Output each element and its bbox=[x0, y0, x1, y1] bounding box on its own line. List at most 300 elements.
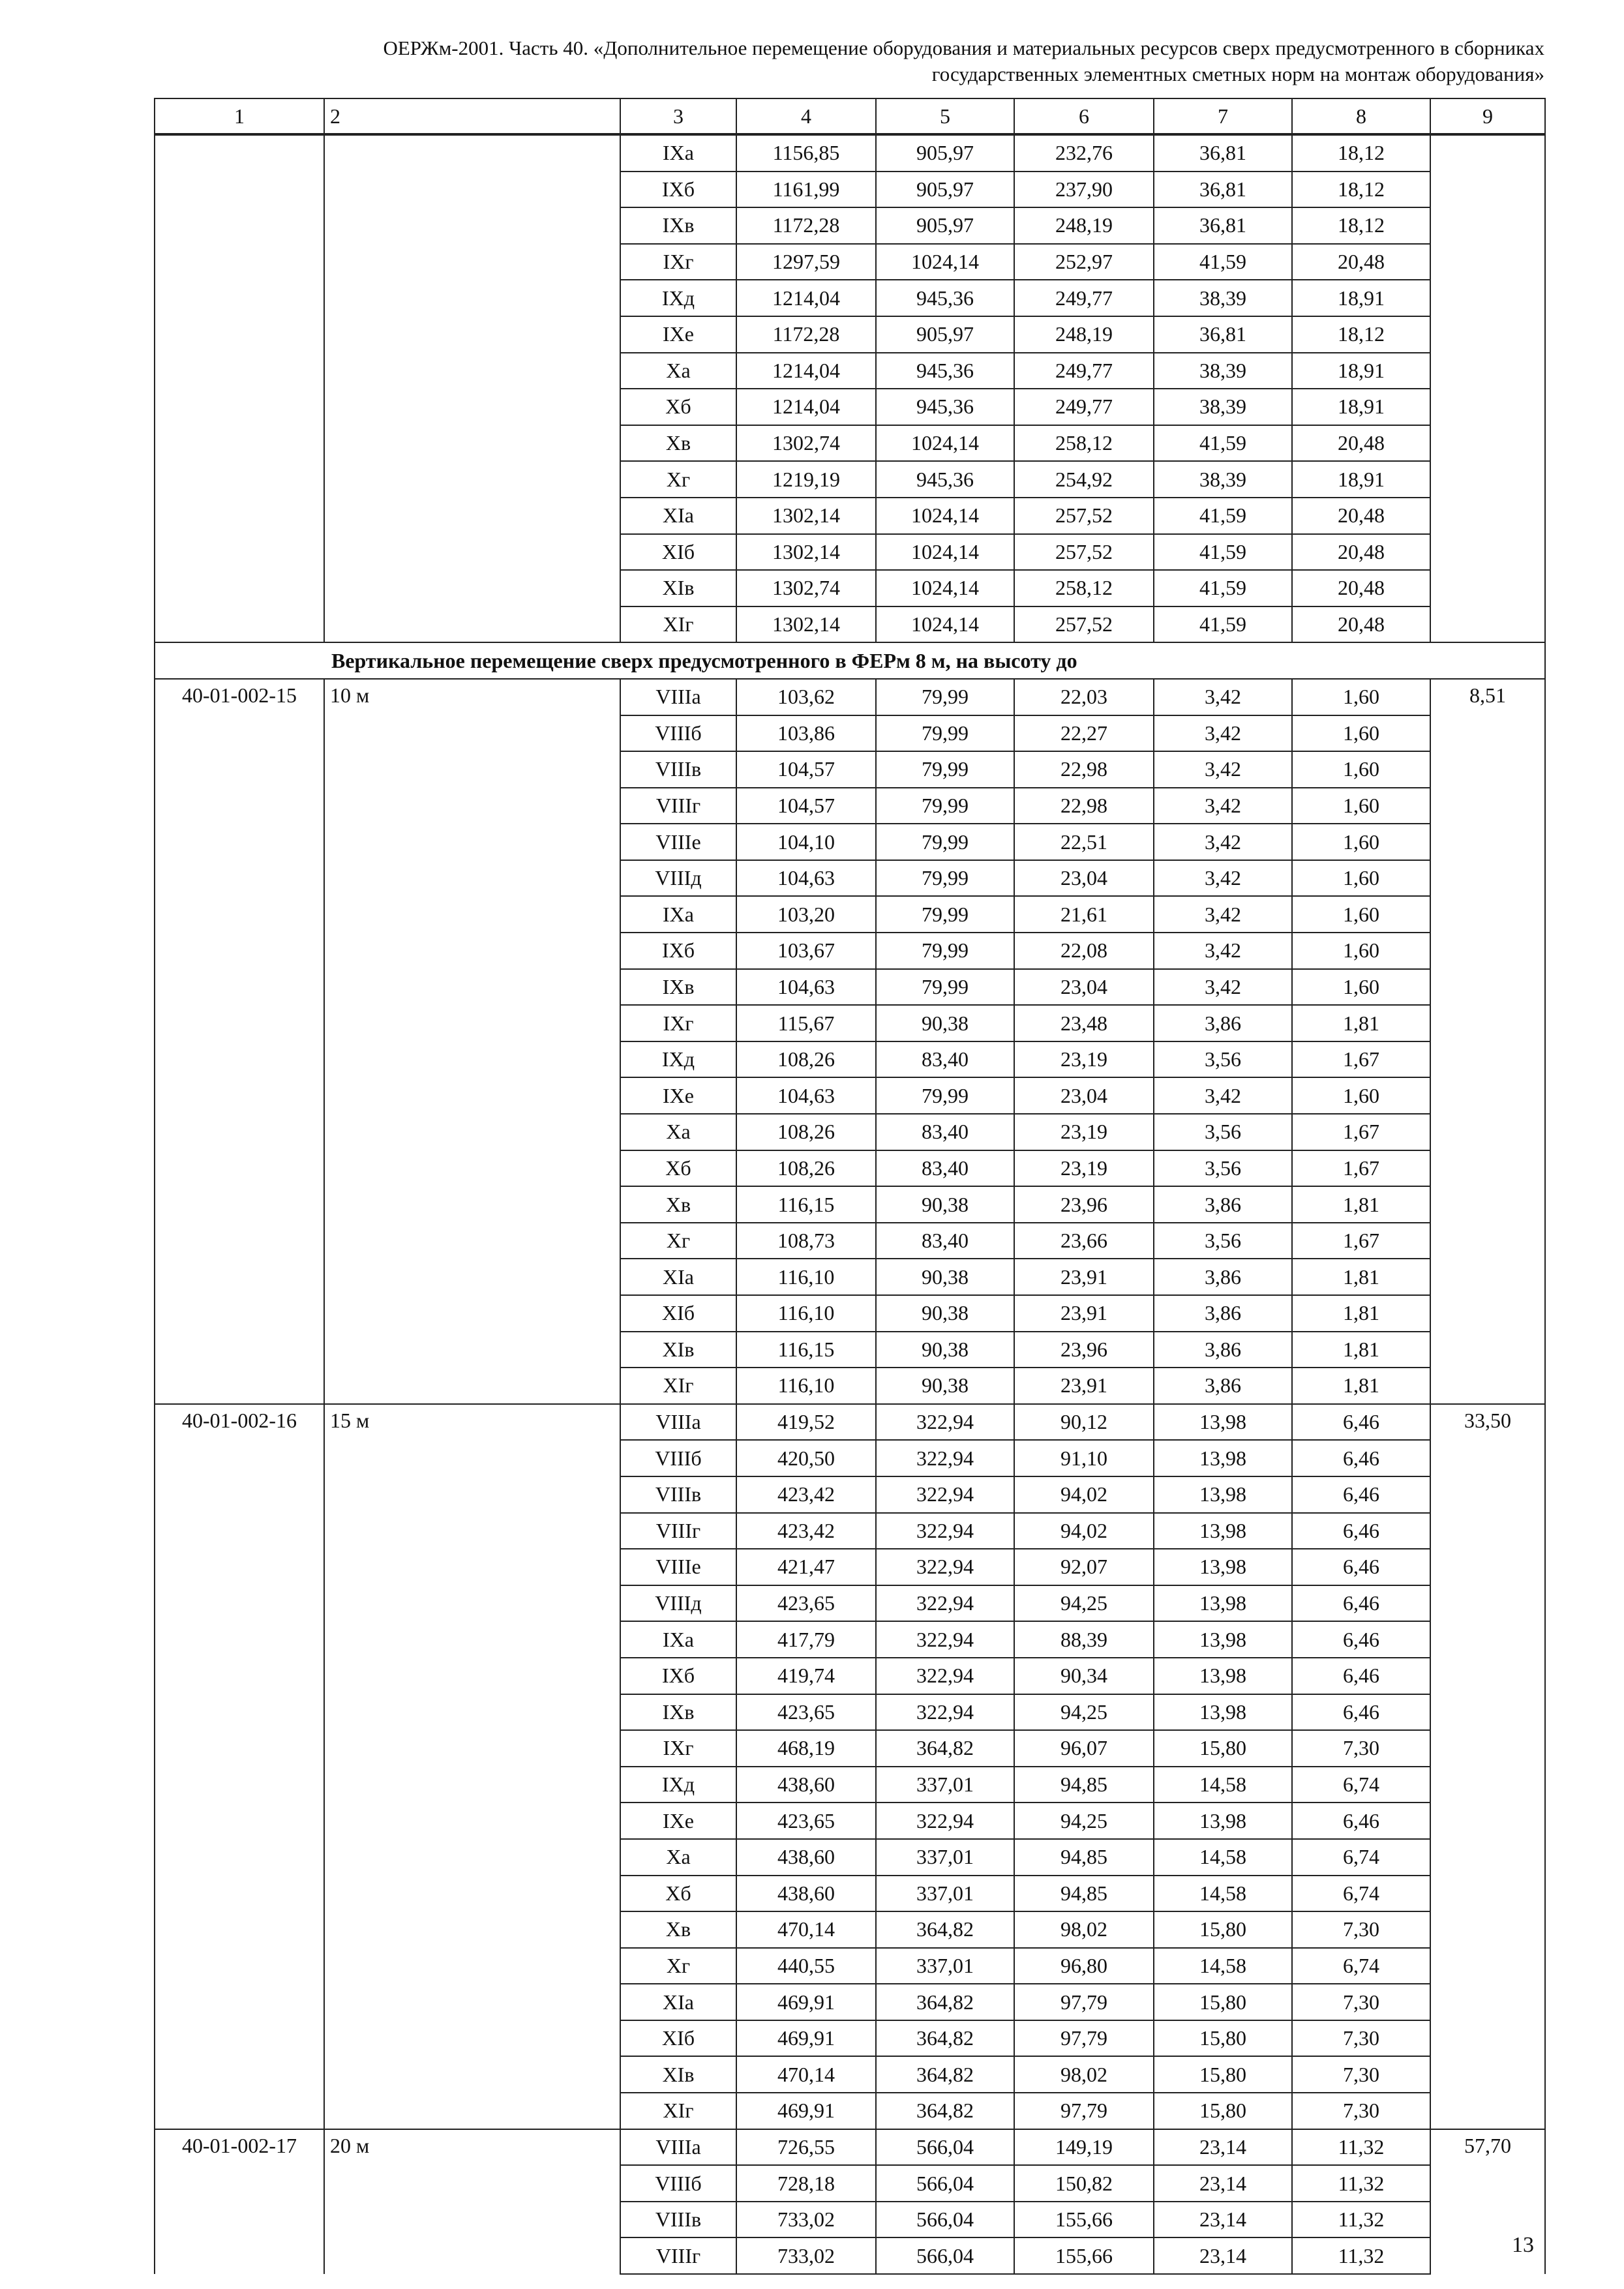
name-cell bbox=[324, 134, 620, 642]
rate-name: 10 м bbox=[324, 679, 620, 1404]
value-cell: 94,25 bbox=[1014, 1803, 1154, 1839]
value-cell: VIIIе bbox=[620, 824, 736, 860]
value-cell: 3,42 bbox=[1154, 1077, 1292, 1114]
value-cell: 13,98 bbox=[1154, 1694, 1292, 1731]
value-cell: 21,61 bbox=[1014, 896, 1154, 933]
value-cell: 7,30 bbox=[1292, 1911, 1430, 1948]
rate-code: 40-01-002-17 bbox=[155, 2129, 324, 2274]
value-cell: IXб bbox=[620, 172, 736, 208]
value-cell: 1,67 bbox=[1292, 1223, 1430, 1259]
value-cell: IXг bbox=[620, 1730, 736, 1767]
value-cell: 36,81 bbox=[1154, 316, 1292, 353]
header-line-2: государственных элементных сметных норм на монтаж оборудования» bbox=[931, 63, 1544, 85]
table-row bbox=[155, 134, 1545, 172]
value-cell: 22,98 bbox=[1014, 788, 1154, 824]
value-cell: 1297,59 bbox=[736, 244, 876, 280]
column-number-7: 7 bbox=[1154, 98, 1292, 134]
value-cell: XIб bbox=[620, 2020, 736, 2057]
col9-cell bbox=[1430, 134, 1545, 642]
value-cell: 322,94 bbox=[876, 1513, 1014, 1549]
value-cell: 96,07 bbox=[1014, 1730, 1154, 1767]
value-cell: 1024,14 bbox=[876, 606, 1014, 643]
value-cell: 322,94 bbox=[876, 1694, 1014, 1731]
value-cell: 232,76 bbox=[1014, 134, 1154, 172]
value-cell: 20,48 bbox=[1292, 570, 1430, 606]
value-cell: 15,80 bbox=[1154, 1911, 1292, 1948]
value-cell: 90,38 bbox=[876, 1332, 1014, 1368]
value-cell: 149,19 bbox=[1014, 2129, 1154, 2166]
section-title: Вертикальное перемещение сверх предусмотренного в ФЕРм 8 м, на высоту до bbox=[155, 642, 1545, 679]
value-cell: IXв bbox=[620, 207, 736, 244]
value-cell: 6,46 bbox=[1292, 1513, 1430, 1549]
value-cell: Xа bbox=[620, 353, 736, 389]
value-cell: 258,12 bbox=[1014, 425, 1154, 462]
value-cell: VIIIд bbox=[620, 860, 736, 897]
value-cell: 1024,14 bbox=[876, 425, 1014, 462]
value-cell: 1302,74 bbox=[736, 570, 876, 606]
rate-name: 15 м bbox=[324, 1404, 620, 2129]
value-cell: 1302,74 bbox=[736, 425, 876, 462]
value-cell: 94,25 bbox=[1014, 1694, 1154, 1731]
section-row bbox=[155, 642, 1545, 679]
value-cell: 3,42 bbox=[1154, 751, 1292, 788]
value-cell: 18,12 bbox=[1292, 172, 1430, 208]
value-cell: 1,60 bbox=[1292, 969, 1430, 1006]
value-cell: 23,04 bbox=[1014, 969, 1154, 1006]
value-cell: VIIIв bbox=[620, 751, 736, 788]
value-cell: 322,94 bbox=[876, 1476, 1014, 1513]
value-cell: 116,15 bbox=[736, 1186, 876, 1223]
value-cell: IXа bbox=[620, 896, 736, 933]
value-cell: 108,26 bbox=[736, 1114, 876, 1150]
value-cell: 364,82 bbox=[876, 2056, 1014, 2093]
value-cell: 79,99 bbox=[876, 679, 1014, 715]
value-cell: Xа bbox=[620, 1114, 736, 1150]
value-cell: 7,30 bbox=[1292, 2020, 1430, 2057]
value-cell: 13,98 bbox=[1154, 1585, 1292, 1622]
value-cell: 438,60 bbox=[736, 1767, 876, 1803]
value-cell: 1,67 bbox=[1292, 1041, 1430, 1078]
value-cell: 364,82 bbox=[876, 2020, 1014, 2057]
value-cell: VIIIа bbox=[620, 2129, 736, 2166]
value-cell: Xв bbox=[620, 425, 736, 462]
value-cell: IXе bbox=[620, 1077, 736, 1114]
value-cell: 3,86 bbox=[1154, 1259, 1292, 1295]
column-number-5: 5 bbox=[876, 98, 1014, 134]
value-cell: 3,42 bbox=[1154, 860, 1292, 897]
value-cell: 155,66 bbox=[1014, 2202, 1154, 2238]
value-cell: 90,38 bbox=[876, 1368, 1014, 1404]
value-cell: 116,10 bbox=[736, 1259, 876, 1295]
value-cell: 104,57 bbox=[736, 751, 876, 788]
value-cell: 23,04 bbox=[1014, 1077, 1154, 1114]
value-cell: 90,12 bbox=[1014, 1404, 1154, 1441]
value-cell: IXг bbox=[620, 1005, 736, 1041]
value-cell: 108,73 bbox=[736, 1223, 876, 1259]
value-cell: 6,46 bbox=[1292, 1440, 1430, 1476]
value-cell: 15,80 bbox=[1154, 1984, 1292, 2020]
value-cell: 322,94 bbox=[876, 1585, 1014, 1622]
value-cell: 419,52 bbox=[736, 1404, 876, 1441]
value-cell: 417,79 bbox=[736, 1621, 876, 1658]
value-cell: 13,98 bbox=[1154, 1803, 1292, 1839]
value-cell: 15,80 bbox=[1154, 2020, 1292, 2057]
value-cell: 41,59 bbox=[1154, 534, 1292, 571]
value-cell: 3,42 bbox=[1154, 679, 1292, 715]
value-cell: 423,42 bbox=[736, 1476, 876, 1513]
value-cell: 726,55 bbox=[736, 2129, 876, 2166]
value-cell: 83,40 bbox=[876, 1114, 1014, 1150]
value-cell: 20,48 bbox=[1292, 244, 1430, 280]
header-line-1: ОЕРЖм-2001. Часть 40. «Дополнительное перемещение оборудования и материальных ресурсов сверх предусмотренного в сборниках bbox=[383, 37, 1544, 59]
value-cell: 3,56 bbox=[1154, 1114, 1292, 1150]
value-cell: 470,14 bbox=[736, 2056, 876, 2093]
value-cell: 945,36 bbox=[876, 389, 1014, 425]
value-cell: 23,91 bbox=[1014, 1295, 1154, 1332]
value-cell: 18,12 bbox=[1292, 134, 1430, 172]
value-cell: 18,12 bbox=[1292, 207, 1430, 244]
value-cell: 14,58 bbox=[1154, 1767, 1292, 1803]
value-cell: XIа bbox=[620, 1259, 736, 1295]
value-cell: 254,92 bbox=[1014, 461, 1154, 498]
value-cell: 36,81 bbox=[1154, 172, 1292, 208]
value-cell: 249,77 bbox=[1014, 389, 1154, 425]
column-number-1: 1 bbox=[155, 98, 324, 134]
value-cell: 104,63 bbox=[736, 860, 876, 897]
value-cell: 421,47 bbox=[736, 1549, 876, 1585]
value-cell: 423,65 bbox=[736, 1585, 876, 1622]
value-cell: 249,77 bbox=[1014, 353, 1154, 389]
value-cell: 13,98 bbox=[1154, 1404, 1292, 1441]
value-cell: 337,01 bbox=[876, 1948, 1014, 1984]
value-cell: IXд bbox=[620, 1767, 736, 1803]
value-cell: IXе bbox=[620, 316, 736, 353]
value-cell: 23,96 bbox=[1014, 1332, 1154, 1368]
value-cell: 22,98 bbox=[1014, 751, 1154, 788]
value-cell: 83,40 bbox=[876, 1150, 1014, 1187]
value-cell: 3,86 bbox=[1154, 1332, 1292, 1368]
value-cell: 733,02 bbox=[736, 2202, 876, 2238]
value-cell: 905,97 bbox=[876, 134, 1014, 172]
value-cell: 905,97 bbox=[876, 316, 1014, 353]
value-cell: 469,91 bbox=[736, 2093, 876, 2129]
value-cell: 20,48 bbox=[1292, 534, 1430, 571]
value-cell: 20,48 bbox=[1292, 498, 1430, 534]
value-cell: 1,81 bbox=[1292, 1186, 1430, 1223]
value-cell: 92,07 bbox=[1014, 1549, 1154, 1585]
value-cell: 11,32 bbox=[1292, 2237, 1430, 2274]
rates-table-container bbox=[154, 98, 1544, 2275]
value-cell: 38,39 bbox=[1154, 280, 1292, 316]
value-cell: 155,66 bbox=[1014, 2237, 1154, 2274]
table-body bbox=[155, 98, 1545, 2274]
value-cell: 116,10 bbox=[736, 1368, 876, 1404]
value-cell: 945,36 bbox=[876, 280, 1014, 316]
value-cell: Xб bbox=[620, 1150, 736, 1187]
value-cell: 322,94 bbox=[876, 1803, 1014, 1839]
column-number-row bbox=[155, 98, 1545, 134]
value-cell: 1,81 bbox=[1292, 1368, 1430, 1404]
value-cell: 96,80 bbox=[1014, 1948, 1154, 1984]
value-cell: Xв bbox=[620, 1911, 736, 1948]
value-cell: 23,91 bbox=[1014, 1368, 1154, 1404]
page-header bbox=[154, 35, 1544, 87]
value-cell: 23,14 bbox=[1154, 2237, 1292, 2274]
value-cell: 15,80 bbox=[1154, 1730, 1292, 1767]
value-cell: 94,02 bbox=[1014, 1513, 1154, 1549]
value-cell: 1214,04 bbox=[736, 389, 876, 425]
value-cell: 23,48 bbox=[1014, 1005, 1154, 1041]
value-cell: 36,81 bbox=[1154, 207, 1292, 244]
value-cell: 1219,19 bbox=[736, 461, 876, 498]
value-cell: IXа bbox=[620, 1621, 736, 1658]
value-cell: Xг bbox=[620, 1223, 736, 1259]
value-cell: 419,74 bbox=[736, 1658, 876, 1694]
value-cell: 79,99 bbox=[876, 860, 1014, 897]
value-cell: 1,60 bbox=[1292, 788, 1430, 824]
value-cell: 468,19 bbox=[736, 1730, 876, 1767]
value-cell: 79,99 bbox=[876, 715, 1014, 752]
value-cell: 38,39 bbox=[1154, 353, 1292, 389]
value-cell: 364,82 bbox=[876, 1730, 1014, 1767]
value-cell: IXа bbox=[620, 134, 736, 172]
value-cell: 6,46 bbox=[1292, 1404, 1430, 1441]
rate-code: 40-01-002-15 bbox=[155, 679, 324, 1404]
value-cell: XIв bbox=[620, 1332, 736, 1368]
value-cell: VIIIг bbox=[620, 2237, 736, 2274]
value-cell: IXг bbox=[620, 244, 736, 280]
value-cell: VIIIд bbox=[620, 1585, 736, 1622]
value-cell: 6,46 bbox=[1292, 1585, 1430, 1622]
value-cell: 1,81 bbox=[1292, 1005, 1430, 1041]
value-cell: VIIIб bbox=[620, 1440, 736, 1476]
value-cell: 364,82 bbox=[876, 1911, 1014, 1948]
value-cell: XIв bbox=[620, 570, 736, 606]
value-cell: 1024,14 bbox=[876, 534, 1014, 571]
value-cell: 1024,14 bbox=[876, 498, 1014, 534]
value-cell: 41,59 bbox=[1154, 606, 1292, 643]
value-cell: 248,19 bbox=[1014, 316, 1154, 353]
value-cell: 13,98 bbox=[1154, 1621, 1292, 1658]
value-cell: 41,59 bbox=[1154, 244, 1292, 280]
value-cell: 97,79 bbox=[1014, 2020, 1154, 2057]
column-number-9: 9 bbox=[1430, 98, 1545, 134]
value-cell: 20,48 bbox=[1292, 425, 1430, 462]
column-number-8: 8 bbox=[1292, 98, 1430, 134]
value-cell: Xа bbox=[620, 1839, 736, 1876]
value-cell: 104,63 bbox=[736, 969, 876, 1006]
value-cell: 83,40 bbox=[876, 1041, 1014, 1078]
value-cell: XIб bbox=[620, 534, 736, 571]
value-cell: 23,14 bbox=[1154, 2165, 1292, 2202]
value-cell: VIIIа bbox=[620, 1404, 736, 1441]
value-cell: 23,19 bbox=[1014, 1041, 1154, 1078]
value-cell: Xб bbox=[620, 1876, 736, 1912]
value-cell: 90,38 bbox=[876, 1005, 1014, 1041]
value-cell: 97,79 bbox=[1014, 1984, 1154, 2020]
value-cell: 438,60 bbox=[736, 1876, 876, 1912]
value-cell: 1,67 bbox=[1292, 1114, 1430, 1150]
value-cell: 14,58 bbox=[1154, 1839, 1292, 1876]
value-cell: 23,96 bbox=[1014, 1186, 1154, 1223]
value-cell: 22,27 bbox=[1014, 715, 1154, 752]
value-cell: 91,10 bbox=[1014, 1440, 1154, 1476]
value-cell: 13,98 bbox=[1154, 1549, 1292, 1585]
value-cell: 249,77 bbox=[1014, 280, 1154, 316]
value-cell: 6,74 bbox=[1292, 1839, 1430, 1876]
value-cell: XIа bbox=[620, 498, 736, 534]
value-cell: IXб bbox=[620, 1658, 736, 1694]
value-cell: 94,25 bbox=[1014, 1585, 1154, 1622]
value-cell: 733,02 bbox=[736, 2237, 876, 2274]
value-cell: 23,66 bbox=[1014, 1223, 1154, 1259]
value-cell: VIIIв bbox=[620, 2202, 736, 2238]
rate-name: 20 м bbox=[324, 2129, 620, 2274]
table-row bbox=[155, 679, 1545, 715]
value-cell: 104,57 bbox=[736, 788, 876, 824]
value-cell: 94,85 bbox=[1014, 1876, 1154, 1912]
value-cell: 1024,14 bbox=[876, 570, 1014, 606]
value-cell: IXб bbox=[620, 933, 736, 969]
value-cell: 337,01 bbox=[876, 1839, 1014, 1876]
value-cell: 1214,04 bbox=[736, 353, 876, 389]
value-cell: IXд bbox=[620, 1041, 736, 1078]
value-cell: 90,34 bbox=[1014, 1658, 1154, 1694]
value-cell: 150,82 bbox=[1014, 2165, 1154, 2202]
value-cell: 41,59 bbox=[1154, 498, 1292, 534]
value-cell: 1,60 bbox=[1292, 896, 1430, 933]
value-cell: 11,32 bbox=[1292, 2165, 1430, 2202]
value-cell: 11,32 bbox=[1292, 2202, 1430, 2238]
rate-code: 40-01-002-16 bbox=[155, 1404, 324, 2129]
value-cell: 79,99 bbox=[876, 824, 1014, 860]
value-cell: 1156,85 bbox=[736, 134, 876, 172]
value-cell: 440,55 bbox=[736, 1948, 876, 1984]
value-cell: 23,91 bbox=[1014, 1259, 1154, 1295]
value-cell: 3,56 bbox=[1154, 1150, 1292, 1187]
value-cell: 1172,28 bbox=[736, 316, 876, 353]
value-cell: 116,10 bbox=[736, 1295, 876, 1332]
value-cell: 364,82 bbox=[876, 1984, 1014, 2020]
value-cell: 322,94 bbox=[876, 1440, 1014, 1476]
table-row bbox=[155, 1404, 1545, 1441]
value-cell: 470,14 bbox=[736, 1911, 876, 1948]
value-cell: 469,91 bbox=[736, 2020, 876, 2057]
value-cell: 83,40 bbox=[876, 1223, 1014, 1259]
value-cell: 90,38 bbox=[876, 1259, 1014, 1295]
value-cell: 1,60 bbox=[1292, 1077, 1430, 1114]
value-cell: 104,10 bbox=[736, 824, 876, 860]
value-cell: 945,36 bbox=[876, 353, 1014, 389]
value-cell: 79,99 bbox=[876, 896, 1014, 933]
value-cell: Xг bbox=[620, 1948, 736, 1984]
value-cell: 23,04 bbox=[1014, 860, 1154, 897]
value-cell: 94,02 bbox=[1014, 1476, 1154, 1513]
value-cell: 7,30 bbox=[1292, 1984, 1430, 2020]
value-cell: 1,60 bbox=[1292, 933, 1430, 969]
value-cell: 3,42 bbox=[1154, 788, 1292, 824]
column-number-6: 6 bbox=[1014, 98, 1154, 134]
value-cell: 728,18 bbox=[736, 2165, 876, 2202]
value-cell: 1,60 bbox=[1292, 824, 1430, 860]
value-cell: 103,20 bbox=[736, 896, 876, 933]
value-cell: VIIIб bbox=[620, 715, 736, 752]
value-cell: XIг bbox=[620, 1368, 736, 1404]
value-cell: 23,19 bbox=[1014, 1150, 1154, 1187]
value-cell: 3,42 bbox=[1154, 896, 1292, 933]
value-cell: 423,65 bbox=[736, 1803, 876, 1839]
value-cell: 14,58 bbox=[1154, 1948, 1292, 1984]
value-cell: 423,65 bbox=[736, 1694, 876, 1731]
value-cell: 945,36 bbox=[876, 461, 1014, 498]
value-cell: 38,39 bbox=[1154, 461, 1292, 498]
value-cell: IXв bbox=[620, 1694, 736, 1731]
value-cell: 18,91 bbox=[1292, 280, 1430, 316]
value-cell: 115,67 bbox=[736, 1005, 876, 1041]
value-cell: 1,60 bbox=[1292, 751, 1430, 788]
value-cell: XIб bbox=[620, 1295, 736, 1332]
value-cell: Xг bbox=[620, 461, 736, 498]
value-cell: 1,81 bbox=[1292, 1259, 1430, 1295]
value-cell: 1,60 bbox=[1292, 715, 1430, 752]
value-cell: IXв bbox=[620, 969, 736, 1006]
value-cell: 6,46 bbox=[1292, 1658, 1430, 1694]
value-cell: 13,98 bbox=[1154, 1513, 1292, 1549]
value-cell: VIIIе bbox=[620, 1549, 736, 1585]
value-cell: 3,86 bbox=[1154, 1368, 1292, 1404]
rates-table bbox=[154, 98, 1546, 2275]
value-cell: 94,85 bbox=[1014, 1767, 1154, 1803]
value-cell: 3,42 bbox=[1154, 933, 1292, 969]
value-cell: 3,42 bbox=[1154, 969, 1292, 1006]
value-cell: 18,91 bbox=[1292, 389, 1430, 425]
value-cell: 79,99 bbox=[876, 933, 1014, 969]
value-cell: XIг bbox=[620, 2093, 736, 2129]
value-cell: IXд bbox=[620, 280, 736, 316]
value-cell: 257,52 bbox=[1014, 498, 1154, 534]
value-cell: 41,59 bbox=[1154, 570, 1292, 606]
value-cell: 7,30 bbox=[1292, 2093, 1430, 2129]
value-cell: 13,98 bbox=[1154, 1440, 1292, 1476]
value-cell: 1,81 bbox=[1292, 1332, 1430, 1368]
value-cell: 248,19 bbox=[1014, 207, 1154, 244]
value-cell: 18,12 bbox=[1292, 316, 1430, 353]
value-cell: 98,02 bbox=[1014, 1911, 1154, 1948]
value-cell: 11,32 bbox=[1292, 2129, 1430, 2166]
value-cell: 116,15 bbox=[736, 1332, 876, 1368]
value-cell: 103,86 bbox=[736, 715, 876, 752]
value-cell: 97,79 bbox=[1014, 2093, 1154, 2129]
value-cell: 1,81 bbox=[1292, 1295, 1430, 1332]
value-cell: 566,04 bbox=[876, 2237, 1014, 2274]
value-cell: 1024,14 bbox=[876, 244, 1014, 280]
value-cell: 438,60 bbox=[736, 1839, 876, 1876]
value-cell: Xв bbox=[620, 1186, 736, 1223]
value-cell: 15,80 bbox=[1154, 2093, 1292, 2129]
value-cell: 22,03 bbox=[1014, 679, 1154, 715]
value-cell: 1214,04 bbox=[736, 280, 876, 316]
value-cell: 18,91 bbox=[1292, 461, 1430, 498]
value-cell: 566,04 bbox=[876, 2202, 1014, 2238]
value-cell: 337,01 bbox=[876, 1876, 1014, 1912]
col9-value: 33,50 bbox=[1430, 1404, 1545, 2129]
value-cell: 469,91 bbox=[736, 1984, 876, 2020]
value-cell: 79,99 bbox=[876, 788, 1014, 824]
value-cell: 6,46 bbox=[1292, 1549, 1430, 1585]
value-cell: XIв bbox=[620, 2056, 736, 2093]
value-cell: 103,62 bbox=[736, 679, 876, 715]
value-cell: 98,02 bbox=[1014, 2056, 1154, 2093]
